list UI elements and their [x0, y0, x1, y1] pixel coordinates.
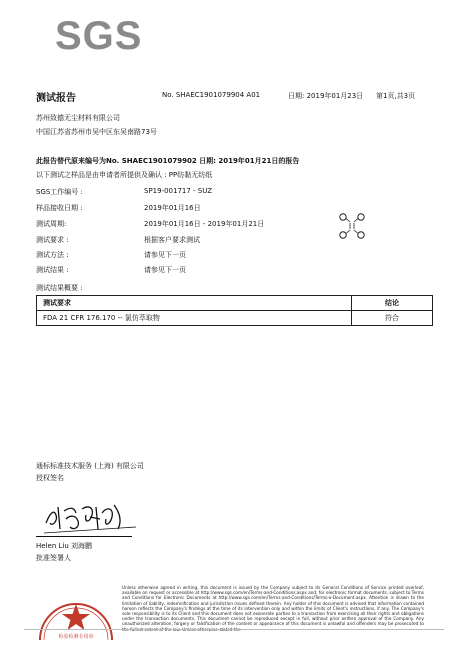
- table-row: [37, 311, 433, 326]
- sample-description: 以下测试之样品是由申请者所提供及确认 : PP纺黏无纺纸: [36, 171, 213, 179]
- cell-requirement: FDA 21 CFR 176.170 -- 氯仿萃取物: [37, 311, 352, 326]
- svg-text:检验检测专用章: 检验检测专用章: [58, 634, 94, 640]
- results-table: [36, 295, 433, 326]
- field-value-job-no: SP19-001717 - SUZ: [144, 187, 213, 195]
- footer-disclaimer: Unless otherwise agreed in writing, this document is issued by the Company subject to its General Conditions of Service printed overleaf, available on request or accessible at http://www.sgs.com/en/Terms-and-Conditions.aspx and, for electronic format documents, subject to Terms and Conditions for Electronic Documents at http://www.sgs.com/en/Terms-and-Conditions/Terms-e-Document.aspx. Attention is drawn to the limitation of liability, indemnification and jurisdiction issues defined therein. Any holder of this document is advised that information contained hereon reflects the Company's findings at the time of its intervention only and within the limits of Client's instructions, if any. The Company's sole responsibility is to its Client and this document does not exonerate parties to a transaction from exercising all their rights and obligations under the transaction documents. This document cannot be reproduced except in full, without prior written approval of the Company. Any unauthorized alteration, forgery or falsification of the content or appearance of this document is unlawful and offenders may be prosecuted to the fullest extent of the law. Unless otherwise stated the: [122, 585, 424, 632]
- field-label-receive-date: 样品接收日期 :: [36, 204, 83, 212]
- report-number: No. SHAEC1901079904 A01: [162, 91, 261, 99]
- field-value-test-method: 请参见下一页: [144, 251, 186, 259]
- field-value-test-period: 2019年01月16日 - 2019年01月21日: [144, 220, 265, 228]
- report-title: 测试报告: [36, 93, 76, 104]
- issuer-company: 通标标准技术服务 (上海) 有限公司: [36, 462, 144, 470]
- field-value-receive-date: 2019年01月16日: [144, 204, 201, 212]
- sgs-logo: SGS: [55, 14, 143, 58]
- client-name: 苏州致德无尘材料有限公司: [36, 114, 120, 122]
- field-label-test-period: 测试周期:: [36, 220, 67, 228]
- field-label-job-no: SGS工作编号 :: [36, 188, 83, 196]
- field-label-test-request: 测试要求 :: [36, 236, 69, 244]
- sample-mark-icon: [338, 212, 366, 240]
- column-header-requirement: 测试要求: [37, 296, 352, 311]
- handwritten-signature: [40, 493, 140, 537]
- signature-label: 授权签名: [36, 474, 64, 482]
- field-label-test-result: 测试结果 :: [36, 266, 69, 274]
- client-address: 中国江苏省苏州市吴中区东吴南路73号: [36, 128, 157, 136]
- field-value-test-result: 请参见下一页: [144, 266, 186, 274]
- footer-divider: [24, 629, 444, 630]
- official-seal-stamp: [36, 580, 116, 640]
- replace-notice: 此报告替代原来编号为No. SHAEC1901079902 日期: 2019年01月21日的报告: [36, 157, 300, 165]
- page-indicator: 第1页,共3页: [376, 92, 416, 100]
- report-date: 日期: 2019年01月23日: [288, 92, 364, 100]
- table-header-row: [37, 296, 433, 311]
- signature-line: [36, 536, 132, 537]
- column-header-conclusion: 结论: [352, 296, 433, 311]
- summary-label: 测试结果概要 :: [36, 284, 83, 292]
- signer-role: 批准签署人: [36, 554, 71, 562]
- signer-name: Helen Liu 刘海鹏: [36, 542, 92, 550]
- field-label-test-method: 测试方法 :: [36, 251, 69, 259]
- cell-conclusion: 符合: [352, 311, 433, 326]
- field-value-test-request: 根据客户要求测试: [144, 236, 200, 244]
